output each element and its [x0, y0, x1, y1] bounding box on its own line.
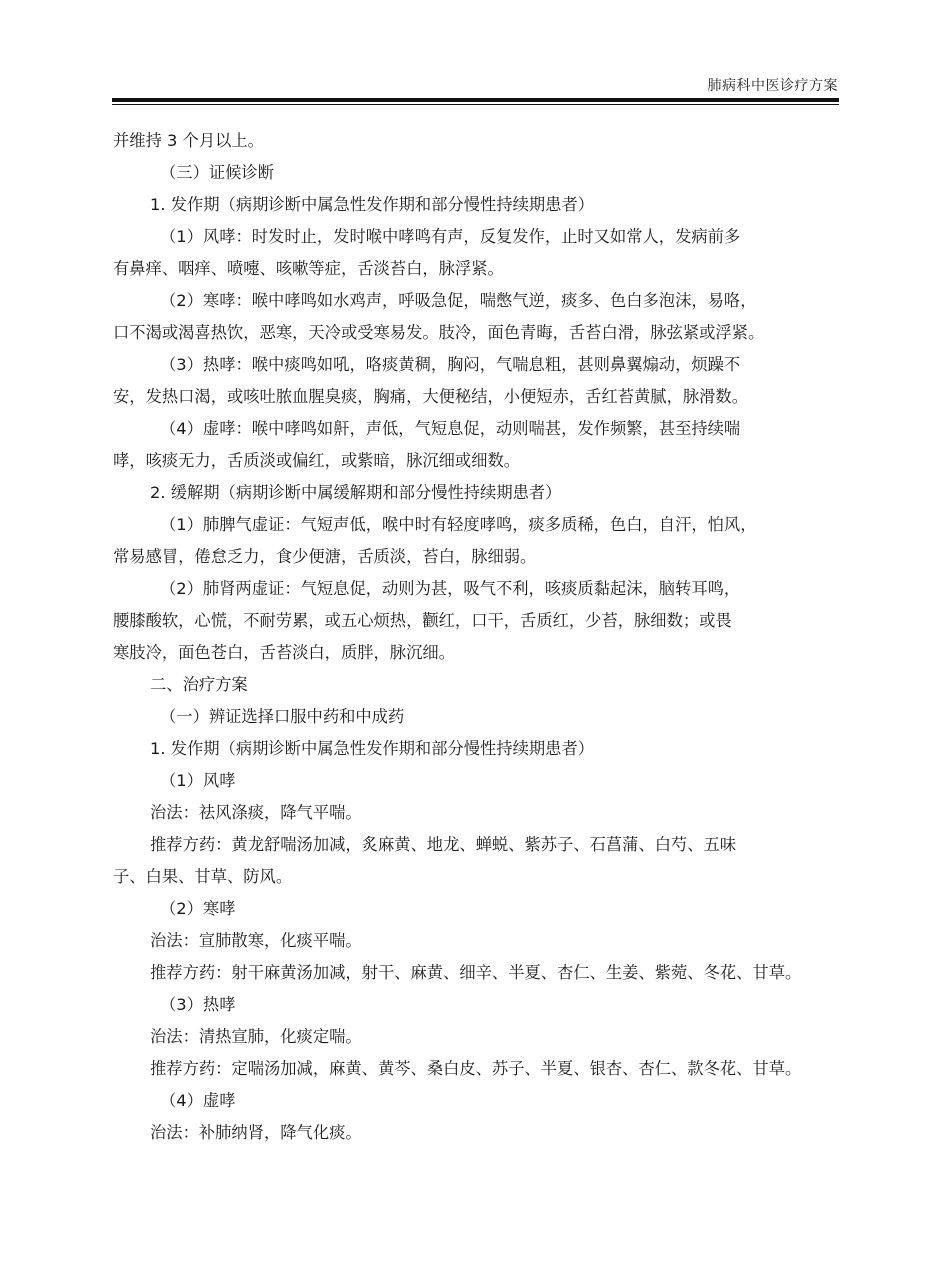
text-line: （3）热哮：喉中痰鸣如吼，咯痰黄稠，胸闷，气喘息粗，甚则鼻翼煽动，烦躁不: [160, 355, 741, 374]
text-line: 子、白果、甘草、防风。: [113, 867, 293, 886]
text-line: （一）辨证选择口服中药和中成药: [160, 707, 405, 726]
document-body: [0, 125, 950, 1149]
text-line: 治法：宣肺散寒，化痰平喘。: [150, 931, 362, 950]
text-line: 治法：祛风涤痰，降气平喘。: [150, 803, 362, 822]
header-rule-thin: [112, 104, 839, 105]
text-line: （2）寒哮：喉中哮鸣如水鸡声，呼吸急促，喘憋气逆，痰多、色白多泡沫，易咯，: [160, 291, 757, 310]
text-line: 二、治疗方案: [150, 675, 248, 694]
text-line: 并维持 3 个月以上。: [113, 131, 264, 150]
text-line: （三）证候诊断: [160, 163, 274, 182]
text-line: 寒肢冷，面色苍白，舌苔淡白，质胖，脉沉细。: [113, 643, 455, 662]
page-header-title: 肺病科中医诊疗方案: [707, 78, 838, 94]
text-line: （1）风哮: [160, 771, 236, 790]
text-line: 1. 发作期（病期诊断中属急性发作期和部分慢性持续期患者）: [150, 195, 595, 214]
header-rule-thick: [112, 98, 839, 102]
text-line: 腰膝酸软，心慌，不耐劳累，或五心烦热，颧红，口干，舌质红，少苔，脉细数；或畏: [113, 611, 732, 630]
text-line: （4）虚哮：喉中哮鸣如鼾，声低，气短息促，动则喘甚，发作频繁，甚至持续喘: [160, 419, 741, 438]
text-line: 安，发热口渴，或咳吐脓血腥臭痰，胸痛，大便秘结，小便短赤，舌红苔黄腻，脉滑数。: [113, 387, 748, 406]
text-line: 推荐方药：黄龙舒喘汤加减，炙麻黄、地龙、蝉蜕、紫苏子、石菖蒲、白芍、五味: [150, 835, 737, 854]
text-line: 1. 发作期（病期诊断中属急性发作期和部分慢性持续期患者）: [150, 739, 595, 758]
text-line: 推荐方药：定喘汤加减，麻黄、黄芩、桑白皮、苏子、半夏、银杏、杏仁、款冬花、甘草。: [150, 1059, 802, 1078]
text-line: （4）虚哮: [160, 1091, 236, 1110]
text-line: （2）寒哮: [160, 899, 236, 918]
text-line: 推荐方药：射干麻黄汤加减，射干、麻黄、细辛、半夏、杏仁、生姜、紫菀、冬花、甘草。: [150, 963, 802, 982]
text-line: （1）风哮：时发时止，发时喉中哮鸣有声，反复发作，止时又如常人，发病前多: [160, 227, 741, 246]
text-line: （3）热哮: [160, 995, 236, 1014]
text-line: 常易感冒，倦怠乏力，食少便溏，舌质淡，苔白，脉细弱。: [113, 547, 537, 566]
text-line: 治法：清热宣肺，化痰定喘。: [150, 1027, 362, 1046]
text-line: 有鼻痒、咽痒、喷嚏、咳嗽等症，舌淡苔白，脉浮紧。: [113, 259, 504, 278]
text-line: （2）肺肾两虚证：气短息促，动则为甚，吸气不利，咳痰质黏起沫，脑转耳鸣，: [160, 579, 741, 598]
text-line: 口不渴或渴喜热饮，恶寒，天冷或受寒易发。肢冷，面色青晦，舌苔白滑，脉弦紧或浮紧。: [113, 323, 765, 342]
text-line: 哮，咳痰无力，舌质淡或偏红，或紫暗，脉沉细或细数。: [113, 451, 521, 470]
text-line: 2. 缓解期（病期诊断中属缓解期和部分慢性持续期患者）: [150, 483, 562, 502]
text-line: 治法：补肺纳肾，降气化痰。: [150, 1123, 362, 1142]
text-line: （1）肺脾气虚证：气短声低，喉中时有轻度哮鸣，痰多质稀，色白，自汗，怕风，: [160, 515, 757, 534]
